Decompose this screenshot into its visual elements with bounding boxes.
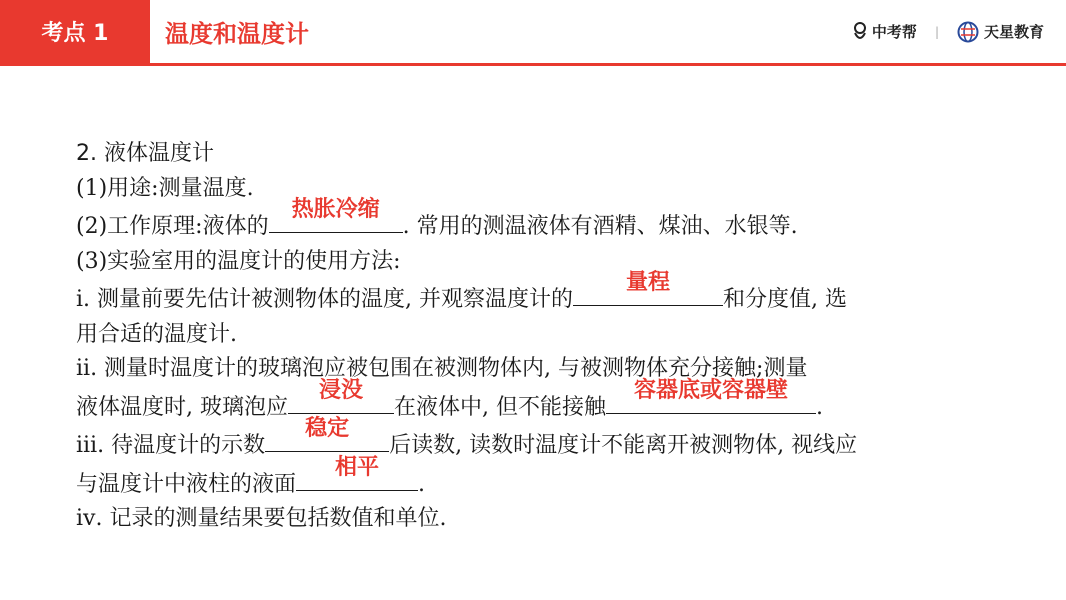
content-body xyxy=(76,137,1006,537)
brand2-label: 天星教育 xyxy=(983,23,1044,41)
step-iv: ⅳ. 记录的测量结果要包括数值和单位. xyxy=(76,506,447,531)
text-segment: ⅲ. 待温度计的示数 xyxy=(76,433,266,458)
brand-logos xyxy=(853,0,1044,63)
text-segment: . xyxy=(418,471,426,497)
answer-text: 相平 xyxy=(335,454,380,480)
paragraph-usage: (1)用途:测量温度. xyxy=(76,175,254,201)
brand-separator: | xyxy=(934,24,939,39)
answer-text: 容器底或容器壁 xyxy=(633,377,788,403)
answer-text: 量程 xyxy=(626,270,671,295)
answer-blank xyxy=(296,454,418,491)
answer-text: 稳定 xyxy=(305,416,350,441)
answer-text: 浸没 xyxy=(318,377,363,403)
section-heading: 2. 液体温度计 xyxy=(76,141,214,166)
brand1-label: 中考帮 xyxy=(871,23,917,41)
answer-blank xyxy=(606,377,816,414)
paragraph-principle xyxy=(76,197,1006,245)
step-ii-line1: ⅱ. 测量时温度计的玻璃泡应被包围在被测物体内, 与被测物体充分接触;测量 xyxy=(76,356,808,381)
text-segment: 和分度值, 选 xyxy=(723,287,848,312)
text-segment: 与温度计中液柱的液面 xyxy=(76,471,297,497)
answer-blank xyxy=(265,416,389,452)
step-iii-line2 xyxy=(76,454,1006,503)
step-ii-line2 xyxy=(76,377,1006,426)
text-segment: 在液体中, 但不能接触 xyxy=(394,394,606,420)
text-segment: ⅰ. 测量前要先估计被测物体的温度, 并观察温度计的 xyxy=(76,287,574,312)
text-segment: (2)工作原理:液体的 xyxy=(76,214,269,239)
step-i-line2: 用合适的温度计. xyxy=(76,321,237,347)
brand-zhongkaobang xyxy=(853,21,917,42)
answer-blank xyxy=(269,197,403,233)
text-segment: 后读数, 读数时温度计不能离开被测物体, 视线应 xyxy=(389,433,858,458)
page-title: 温度和温度计 xyxy=(165,20,309,48)
answer-text: 热胀冷缩 xyxy=(291,197,380,222)
step-iii-line1 xyxy=(76,416,1006,464)
answer-blank xyxy=(573,270,723,306)
text-segment: . xyxy=(816,394,823,420)
globe-logo-icon xyxy=(957,21,979,43)
brand-tianxing xyxy=(957,21,1044,43)
header-bar xyxy=(0,0,1066,66)
bulb-icon xyxy=(853,22,867,42)
step-i-line1 xyxy=(76,270,1006,318)
text-segment: 液体温度时, 玻璃泡应 xyxy=(76,394,288,420)
paragraph-usage-method: (3)实验室用的温度计的使用方法: xyxy=(76,248,401,274)
topic-tag: 考点 1 xyxy=(0,0,150,63)
text-segment: . 常用的测温液体有酒精、煤油、水银等. xyxy=(402,214,798,239)
answer-blank xyxy=(288,377,394,414)
